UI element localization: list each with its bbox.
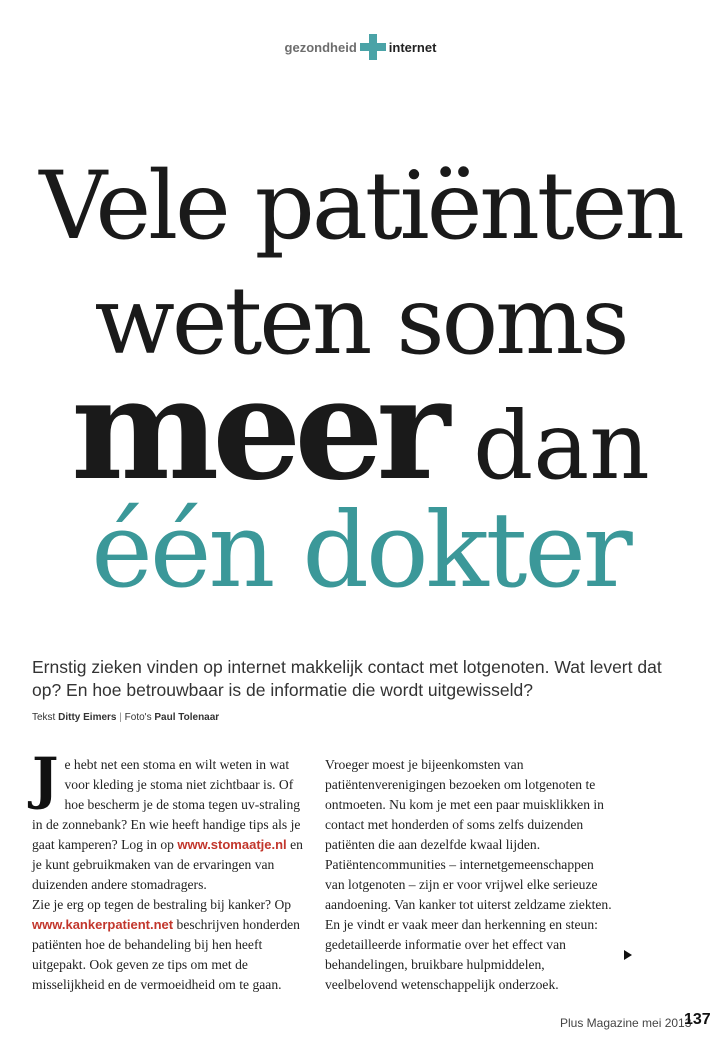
credits-author: Ditty Eimers [58, 712, 117, 723]
body-paragraph-2 [32, 895, 307, 995]
credits-text-label: Tekst [32, 712, 56, 723]
credits [32, 712, 219, 723]
headline-line-4: één dokter [91, 489, 630, 611]
headline-line-3 [0, 348, 721, 512]
body-text: en je kunt gebruikmaken van de ervaringen van duizenden andere stomadragers. [32, 837, 303, 892]
headline-line-1: Vele patiënten [39, 152, 682, 261]
body-text: Zie je erg op tegen de bestraling bij kanker? Op [32, 897, 292, 912]
body-text: beschrijven honderden patiënten hoe de behandeling bij hen heeft uitgepakt. Ook geven ze tips om met de misselijkheid en de vermoeidheid om te gaan. [32, 917, 300, 992]
drop-cap: J [32, 746, 59, 812]
section-label-health: gezondheid [284, 39, 357, 55]
link-kankerpatient[interactable]: www.kankerpatient.net [32, 917, 174, 932]
body-paragraph-1 [32, 746, 307, 895]
link-stomaatje[interactable]: www.stomaatje.nl [177, 837, 287, 852]
headline-emphasis: meer [71, 348, 444, 512]
credits-photo-label: Foto's [124, 712, 152, 723]
credits-photographer: Paul Tolenaar [154, 712, 220, 723]
body-column-2 [325, 755, 615, 995]
body-column-1 [32, 746, 307, 995]
section-label-internet: internet [388, 39, 437, 55]
body-paragraph-3: Vroeger moest je bijeenkomsten van patiëntenverenigingen bezoeken om lotgenoten te ontmoeten. Nu kom je met een paar muisklikken in contact met honderden of soms zelfs duizenden patiënten die aan dezelfde kwaal lijden. Patiëntencommunities – internetgemeenschappen van lotgenoten – zijn er voor vrijwel elke serieuze aandoening. Van kanker tot uiterst zeldzame ziekten. En je vindt er vaak meer dan herkenning en steun: gedetailleerde informatie over het effect van behandelingen, bruikbare hulpmiddelen, veelbelovend wetenschappelijk onderzoek. [325, 757, 612, 992]
section-tag [0, 34, 721, 60]
headline-line-2: weten soms [94, 267, 627, 376]
footer-magazine: Plus Magazine mei 2013 [560, 1016, 692, 1030]
intro-paragraph: Ernstig zieken vinden op internet makkelijk contact met lotgenoten. Wat levert dat op? En hoe betrouwbaar is de informatie die wordt uitgewisseld? [32, 657, 662, 700]
headline-line-3-rest: dan [473, 392, 650, 501]
page-number: 137 [684, 1011, 711, 1028]
credits-separator: | [119, 712, 122, 723]
body-text: e hebt net een stoma en wilt weten in wat voor kleding je stoma niet zichtbaar is. Of hoe bescherm je de stoma tegen uv-straling in de zonnebank? En wie heeft handige tips als je gaat kamperen? Log in op [32, 757, 301, 852]
plus-icon [360, 34, 386, 60]
arrow-right-icon [624, 950, 632, 960]
